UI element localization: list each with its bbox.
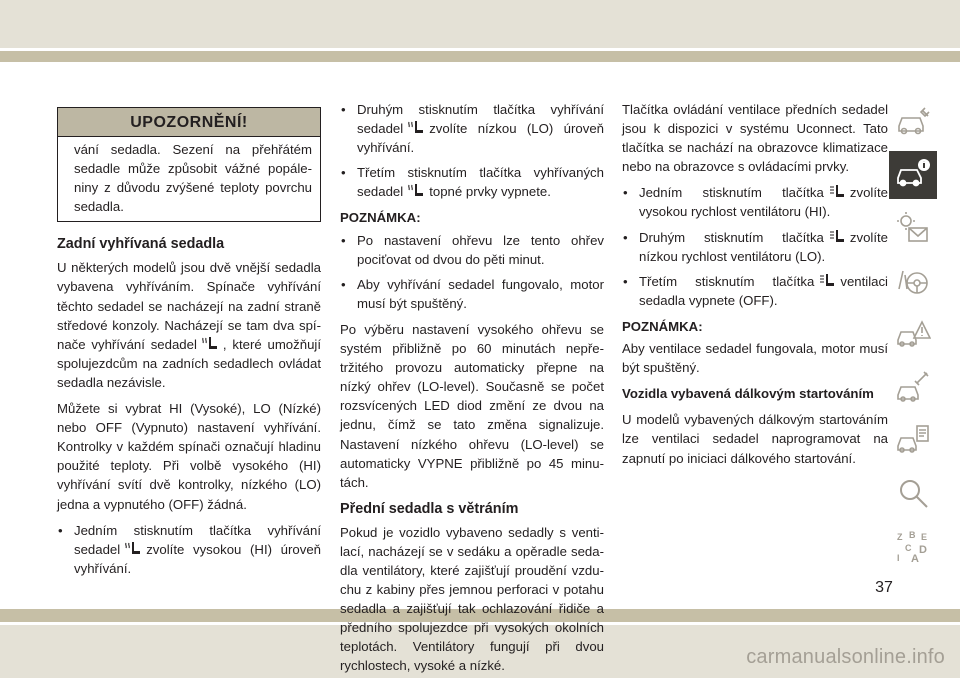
text-span: Třetím stisknutím tlačítka vyhřívaných sedadel [357, 165, 604, 200]
page-number: 37 [875, 579, 893, 596]
list-item: • Po nastavení ohřevu lze tento ohřev pociťovat od dvou do pěti minut. [340, 231, 604, 269]
dashboard-warning-icon[interactable] [889, 204, 937, 252]
note-list [340, 231, 604, 313]
text-span: Jedním stisknutím tlačítka vyhřívání sedadel [74, 522, 321, 557]
svg-text:A: A [911, 553, 919, 564]
seat-heat-icon [123, 541, 143, 557]
vent-paragraph-1: Pokud je vozidlo vybaveno sedadly s ventilací, nacházejí se v sedáku a opěradle sedadla ventilátory, které zajišťují proudění vzduchu z kabiny přes jemnou perforaci v potahu sedadla a zajišťují tak ochlazování řidiče a předního spolujezdce při vysokých okolních teplotách. Ventilátory fungují při dvou rychlostech, vysoké a nízké. [340, 524, 604, 674]
service-wrench-icon[interactable] [889, 363, 937, 411]
text-span: , které umožňují spolujezdcům na zadních sedadlech ovládat sedadla nezávisle. [57, 336, 321, 390]
list-item [622, 272, 888, 310]
watermark: carmanualsonline.info [746, 646, 945, 668]
car-wrench-icon[interactable] [889, 98, 937, 146]
text-span: Jedním stisknutím tlačítka [639, 185, 824, 201]
seat-heat-icon [406, 120, 426, 136]
text-span: Druhým stisknutím tlačítka vyhřívání sedadel [357, 102, 604, 137]
rear-heated-heading: Zadní vyhřívaná sedadla [57, 236, 225, 253]
list-item [340, 100, 604, 157]
car-document-icon[interactable] [889, 416, 937, 464]
svg-text:C: C [905, 543, 912, 553]
column-right [622, 100, 888, 475]
remote-start-text: U modelů vybavených dálkovým startováním lze ventilaci sedadel naprogramovat na zapnutí po iniciaci dálkového startování. [622, 412, 888, 466]
note-heading: POZNÁMKA: [340, 210, 421, 226]
top-stripe [0, 51, 960, 62]
list-item: • Aby vyhřívání sedadel fungovalo, motor musí být spuštěný. [340, 275, 604, 313]
rear-heated-paragraph-2: Můžete si vybrat HI (Vysoké), LO (Nízké) nebo OFF (Vypnuto) nastavení vyhřívání. Kontrolky v každém spínači označují hladinu použité teploty. Při volbě vysokého (HI) vyhřívání svítí dvě kontrolky, nízkého (LO) jedna a vypnutého (OFF) žádná. [57, 401, 321, 512]
list-item [57, 521, 321, 578]
car-info-icon[interactable] [889, 151, 937, 199]
column-middle [340, 100, 604, 678]
text-span: zvolíte nízkou (LO) úroveň vyhřívání. [357, 121, 604, 156]
text-span: zvolíte nízkou rychlost ventilátoru (LO). [639, 229, 888, 264]
remote-start-heading: Vozidla vybavená dálkovým startováním [622, 386, 874, 402]
rear-heated-paragraph-1 [57, 258, 321, 392]
search-icon[interactable] [889, 469, 937, 517]
list-item [622, 183, 888, 221]
seat-fan-icon [827, 229, 847, 245]
warning-body: vání sedadla. Sezení na přehřátém sedadle může způsobit vážné popáleniny z důvodu zvýšené teploty povrchu sedadla. [74, 142, 312, 215]
text-span: ventilaci sedadla vypnete (OFF). [639, 273, 888, 308]
seat-fan-icon [827, 184, 847, 200]
rear-heated-list-cont [340, 100, 604, 201]
warning-title: UPOZORNĚNÍ! [58, 108, 320, 137]
rear-heated-list [57, 521, 321, 578]
steering-wheel-icon[interactable] [889, 257, 937, 305]
vent-paragraph-2: Tlačítka ovládání ventilace předních sedadel jsou k dispozici v systému Uconnect. Tato tlačítka se nachází na obrazovce klimatizace nebo na obrazovce s ovládacími prvky. [622, 102, 888, 175]
column-left [57, 107, 321, 585]
seat-heat-icon [406, 183, 426, 199]
roadside-triangle-icon[interactable] [889, 310, 937, 358]
alphabet-index-icon[interactable] [889, 522, 937, 570]
text-span: topné prvky vypnete. [429, 184, 551, 200]
seat-fan-icon [817, 273, 837, 289]
svg-text:E: E [921, 532, 928, 542]
vent-list [622, 183, 888, 310]
note-heading: POZNÁMKA: [622, 318, 703, 334]
auto-switch-paragraph: Po výběru nastavení vysokého ohřevu se systém přibližně po 60 minutách nepřetržitého provozu automaticky přepne na nízký ohřev (LO-level). Současně se počet rozsvícených LED diod změní ze dvou na jednu, čímž se tato změna signalizuje. Nastavení nízkého ohřevu (LO-level) se automaticky VYPNE přibližně po 45 minutách. [340, 321, 604, 490]
seat-heat-icon [200, 336, 220, 352]
text-span: Třetím stisknutím tlačítka [639, 273, 815, 289]
text-span: zvolíte vysokou rychlost ventilátoru (HI). [639, 185, 888, 220]
text-span: zvolíte vysokou (HI) úroveň vyhřívání. [74, 541, 321, 576]
svg-text:I: I [897, 553, 900, 563]
list-item [622, 228, 888, 266]
vent-heading: Přední sedadla s větráním [340, 500, 519, 517]
chapter-sidebar [889, 98, 937, 575]
svg-text:D: D [919, 544, 927, 556]
note-text: Aby ventilace sedadel fungovala, motor musí být spuštěný. [622, 341, 888, 376]
list-item [340, 163, 604, 201]
warning-box [57, 107, 321, 222]
text-span: Druhým stisknutím tlačítka [639, 229, 824, 245]
text-span: U některých modelů jsou dvě vnější sedadla vybavena vyhříváním. Spínače vyhřívání těchto sedadel se nacházejí na zadní straně středové konzoly. Nacházejí se tam dva spínače vyhřívání sedadel [57, 260, 321, 352]
top-band [0, 0, 960, 48]
svg-text:Z: Z [897, 532, 903, 542]
svg-text:B: B [909, 530, 916, 540]
